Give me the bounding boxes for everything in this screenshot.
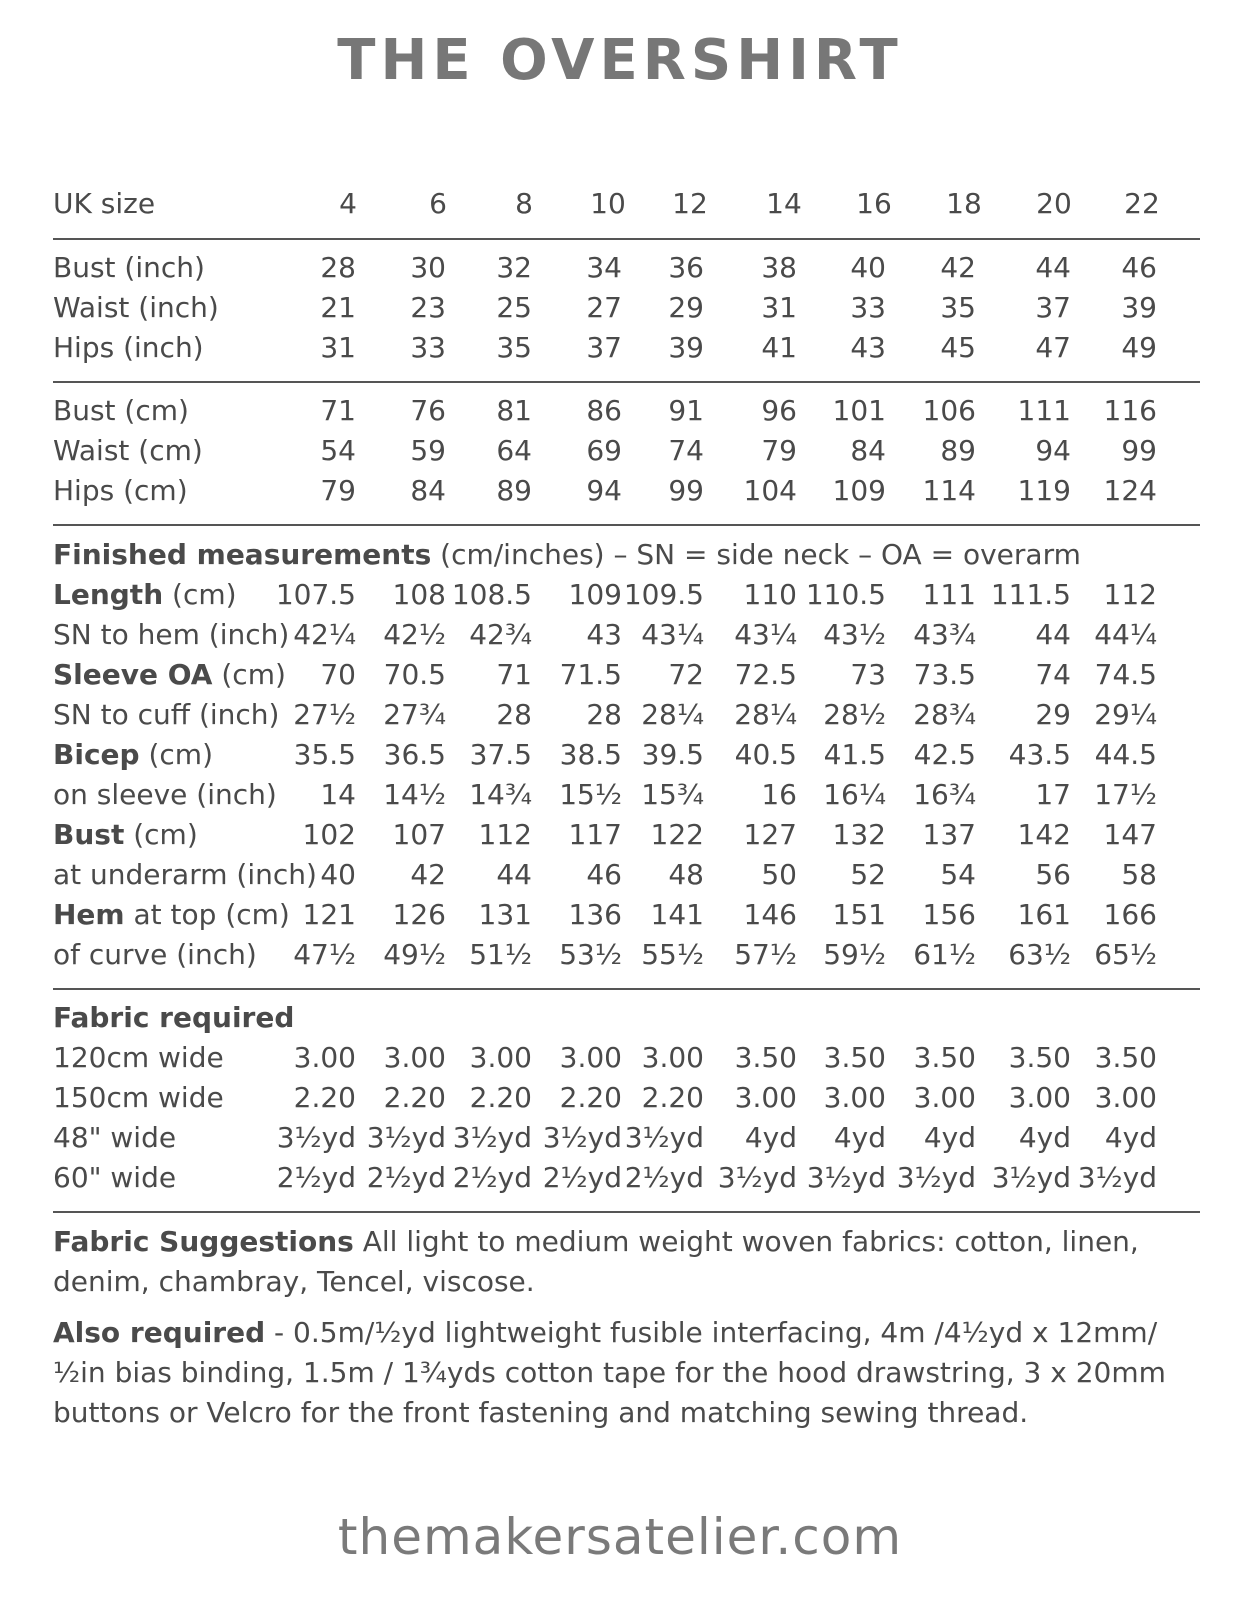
table-cell: 29¼ xyxy=(1094,698,1157,731)
table-cell: 109.5 xyxy=(623,578,704,611)
also-required-text xyxy=(53,1313,1203,1433)
size-header-row xyxy=(0,184,1240,224)
table-cell: 71 xyxy=(496,658,532,691)
table-row xyxy=(0,735,1240,775)
table-cell: 137 xyxy=(922,818,976,851)
table-cell: 2.20 xyxy=(641,1081,704,1114)
table-cell: 39 xyxy=(1121,291,1157,324)
table-row xyxy=(0,575,1240,615)
table-cell: 3.00 xyxy=(293,1041,356,1074)
table-cell: 3½yd xyxy=(276,1121,356,1154)
size-header-cell: 16 xyxy=(856,187,892,220)
table-cell: 38 xyxy=(761,251,797,284)
table-cell: 3½yd xyxy=(1077,1161,1157,1194)
table-cell: 42¼ xyxy=(293,618,356,651)
table-cell: 141 xyxy=(650,898,704,931)
table-cell: 3.00 xyxy=(1008,1081,1071,1114)
table-cell: 28¾ xyxy=(913,698,976,731)
table-cell: 37 xyxy=(1035,291,1071,324)
row-label-rest: at underarm (inch) xyxy=(53,858,317,891)
table-row xyxy=(0,615,1240,655)
row-label-rest: SN to cuff (inch) xyxy=(53,698,280,731)
table-cell: 116 xyxy=(1103,394,1157,427)
table-cell: 124 xyxy=(1103,474,1157,507)
table-cell: 64 xyxy=(496,434,532,467)
table-cell: 3.00 xyxy=(641,1041,704,1074)
row-label: 48" wide xyxy=(53,1121,177,1154)
table-cell: 3.50 xyxy=(913,1041,976,1074)
table-cell: 3.50 xyxy=(1094,1041,1157,1074)
table-cell: 107 xyxy=(392,818,446,851)
page-title: THE OVERSHIRT xyxy=(337,28,903,93)
size-header-cell: 10 xyxy=(590,187,626,220)
table-cell: 3.00 xyxy=(734,1081,797,1114)
table-cell: 111.5 xyxy=(990,578,1071,611)
table-cell: 59 xyxy=(410,434,446,467)
divider xyxy=(53,1211,1200,1213)
table-cell: 43 xyxy=(850,331,886,364)
table-cell: 3½yd xyxy=(624,1121,704,1154)
table-cell: 99 xyxy=(1121,434,1157,467)
finished-measurements-heading xyxy=(53,535,1203,575)
table-cell: 16 xyxy=(761,778,797,811)
table-cell: 110 xyxy=(743,578,797,611)
fabric-suggestions-label: Fabric Suggestions xyxy=(53,1225,354,1258)
table-cell: 2½yd xyxy=(276,1161,356,1194)
row-label xyxy=(53,775,277,815)
table-cell: 119 xyxy=(1017,474,1071,507)
table-cell: 111 xyxy=(922,578,976,611)
table-cell: 2.20 xyxy=(559,1081,622,1114)
table-cell: 28¼ xyxy=(641,698,704,731)
row-label: Hips (inch) xyxy=(53,331,204,364)
table-cell: 29 xyxy=(668,291,704,324)
table-cell: 132 xyxy=(832,818,886,851)
divider xyxy=(53,988,1200,990)
table-cell: 54 xyxy=(940,858,976,891)
row-label-rest: at top (cm) xyxy=(124,898,290,931)
table-cell: 2½yd xyxy=(366,1161,446,1194)
table-cell: 4yd xyxy=(1018,1121,1071,1154)
table-cell: 156 xyxy=(922,898,976,931)
table-cell: 40.5 xyxy=(734,738,797,771)
table-cell: 73 xyxy=(850,658,886,691)
table-cell: 39 xyxy=(668,331,704,364)
table-cell: 108.5 xyxy=(451,578,532,611)
table-cell: 43.5 xyxy=(1008,738,1071,771)
footer-website: themakersatelier.com xyxy=(337,1508,903,1566)
table-cell: 43¾ xyxy=(913,618,976,651)
row-label-bold: Hem xyxy=(53,898,125,931)
row-label-rest: on sleeve (inch) xyxy=(53,778,277,811)
row-label: Hips (cm) xyxy=(53,474,188,507)
table-cell: 51½ xyxy=(469,938,532,971)
table-cell: 3½yd xyxy=(542,1121,622,1154)
size-header-cell: 20 xyxy=(1036,187,1072,220)
table-row xyxy=(0,1118,1240,1158)
row-label-rest: of curve (inch) xyxy=(53,938,257,971)
table-cell: 3.00 xyxy=(1094,1081,1157,1114)
table-cell: 109 xyxy=(832,474,886,507)
table-cell: 4yd xyxy=(1104,1121,1157,1154)
table-cell: 63½ xyxy=(1008,938,1071,971)
size-header-cell: 8 xyxy=(515,187,533,220)
table-cell: 108 xyxy=(392,578,446,611)
table-cell: 34 xyxy=(586,251,622,284)
table-cell: 59½ xyxy=(823,938,886,971)
table-cell: 37 xyxy=(586,331,622,364)
table-cell: 40 xyxy=(850,251,886,284)
table-cell: 2.20 xyxy=(293,1081,356,1114)
table-cell: 36 xyxy=(668,251,704,284)
table-cell: 41.5 xyxy=(823,738,886,771)
table-cell: 3½yd xyxy=(991,1161,1071,1194)
table-row xyxy=(0,328,1240,368)
table-cell: 106 xyxy=(922,394,976,427)
table-cell: 4yd xyxy=(833,1121,886,1154)
table-cell: 136 xyxy=(568,898,622,931)
table-cell: 110.5 xyxy=(805,578,886,611)
row-label xyxy=(53,575,237,615)
table-cell: 81 xyxy=(496,394,532,427)
table-row xyxy=(0,655,1240,695)
row-label: Waist (cm) xyxy=(53,434,203,467)
table-cell: 69 xyxy=(586,434,622,467)
table-cell: 74 xyxy=(1035,658,1071,691)
table-cell: 28 xyxy=(586,698,622,731)
table-cell: 4yd xyxy=(744,1121,797,1154)
table-cell: 42 xyxy=(940,251,976,284)
table-cell: 35 xyxy=(940,291,976,324)
divider xyxy=(53,524,1200,526)
table-cell: 3.00 xyxy=(823,1081,886,1114)
table-cell: 112 xyxy=(478,818,532,851)
row-label: 120cm wide xyxy=(53,1041,224,1074)
row-label-rest: (cm) xyxy=(139,738,213,771)
table-cell: 33 xyxy=(410,331,446,364)
table-cell: 109 xyxy=(568,578,622,611)
table-cell: 3.00 xyxy=(559,1041,622,1074)
table-cell: 94 xyxy=(1035,434,1071,467)
table-cell: 28 xyxy=(496,698,532,731)
table-row xyxy=(0,1038,1240,1078)
table-cell: 54 xyxy=(320,434,356,467)
table-cell: 28 xyxy=(320,251,356,284)
table-cell: 27 xyxy=(586,291,622,324)
table-cell: 84 xyxy=(410,474,446,507)
row-label: 150cm wide xyxy=(53,1081,224,1114)
table-cell: 65½ xyxy=(1094,938,1157,971)
table-cell: 3½yd xyxy=(452,1121,532,1154)
table-cell: 35 xyxy=(496,331,532,364)
fabric-suggestions-text xyxy=(53,1222,1203,1302)
divider xyxy=(53,381,1200,383)
table-row xyxy=(0,288,1240,328)
table-cell: 166 xyxy=(1103,898,1157,931)
table-row xyxy=(0,1078,1240,1118)
table-cell: 16¼ xyxy=(823,778,886,811)
table-cell: 3.00 xyxy=(469,1041,532,1074)
table-cell: 44¼ xyxy=(1094,618,1157,651)
table-cell: 94 xyxy=(586,474,622,507)
table-cell: 72 xyxy=(668,658,704,691)
table-cell: 3.50 xyxy=(823,1041,886,1074)
size-header-cell: 6 xyxy=(429,187,447,220)
table-cell: 96 xyxy=(761,394,797,427)
size-header-label: UK size xyxy=(53,187,156,220)
table-cell: 3.00 xyxy=(913,1081,976,1114)
table-cell: 44 xyxy=(1035,618,1071,651)
table-cell: 15½ xyxy=(559,778,622,811)
table-cell: 21 xyxy=(320,291,356,324)
table-cell: 61½ xyxy=(913,938,976,971)
row-label-bold: Bust xyxy=(53,818,125,851)
table-cell: 147 xyxy=(1103,818,1157,851)
row-label xyxy=(53,815,198,855)
table-cell: 70 xyxy=(320,658,356,691)
table-cell: 43¼ xyxy=(641,618,704,651)
table-cell: 27¾ xyxy=(383,698,446,731)
table-cell: 44.5 xyxy=(1094,738,1157,771)
table-cell: 33 xyxy=(850,291,886,324)
row-label-bold: Sleeve OA xyxy=(53,658,213,691)
table-row xyxy=(0,855,1240,895)
row-label-bold: Bicep xyxy=(53,738,140,771)
table-cell: 71.5 xyxy=(559,658,622,691)
table-row xyxy=(0,815,1240,855)
table-cell: 2½yd xyxy=(542,1161,622,1194)
table-cell: 131 xyxy=(478,898,532,931)
table-cell: 121 xyxy=(302,898,356,931)
table-row xyxy=(0,695,1240,735)
table-cell: 43 xyxy=(586,618,622,651)
table-cell: 126 xyxy=(392,898,446,931)
divider xyxy=(53,238,1200,240)
row-label-rest: (cm) xyxy=(212,658,286,691)
size-header-cell: 12 xyxy=(672,187,708,220)
table-cell: 127 xyxy=(743,818,797,851)
table-cell: 50 xyxy=(761,858,797,891)
table-cell: 107.5 xyxy=(275,578,356,611)
table-cell: 43¼ xyxy=(734,618,797,651)
table-cell: 28½ xyxy=(823,698,886,731)
finished-heading-rest: (cm/inches) – SN = side neck – OA = overarm xyxy=(431,538,1081,571)
table-cell: 3½yd xyxy=(896,1161,976,1194)
row-label: Waist (inch) xyxy=(53,291,219,324)
table-cell: 27½ xyxy=(293,698,356,731)
table-cell: 23 xyxy=(410,291,446,324)
table-cell: 47 xyxy=(1035,331,1071,364)
row-label-rest: (cm) xyxy=(124,818,198,851)
row-label: 60" wide xyxy=(53,1161,177,1194)
table-cell: 111 xyxy=(1017,394,1071,427)
table-cell: 86 xyxy=(586,394,622,427)
table-cell: 48 xyxy=(668,858,704,891)
table-cell: 31 xyxy=(761,291,797,324)
table-cell: 56 xyxy=(1035,858,1071,891)
table-cell: 70.5 xyxy=(383,658,446,691)
table-cell: 17 xyxy=(1035,778,1071,811)
table-cell: 32 xyxy=(496,251,532,284)
size-header-cell: 18 xyxy=(946,187,982,220)
table-cell: 142 xyxy=(1017,818,1071,851)
table-cell: 35.5 xyxy=(293,738,356,771)
table-cell: 79 xyxy=(320,474,356,507)
table-cell: 4yd xyxy=(923,1121,976,1154)
table-cell: 117 xyxy=(568,818,622,851)
table-cell: 76 xyxy=(410,394,446,427)
table-cell: 42.5 xyxy=(913,738,976,771)
table-cell: 49 xyxy=(1121,331,1157,364)
size-header-cell: 14 xyxy=(766,187,802,220)
table-cell: 114 xyxy=(922,474,976,507)
table-cell: 38.5 xyxy=(559,738,622,771)
table-cell: 42½ xyxy=(383,618,446,651)
table-cell: 55½ xyxy=(641,938,704,971)
table-cell: 3.00 xyxy=(383,1041,446,1074)
table-cell: 99 xyxy=(668,474,704,507)
table-cell: 2½yd xyxy=(452,1161,532,1194)
table-cell: 57½ xyxy=(734,938,797,971)
table-row xyxy=(0,391,1240,431)
table-cell: 146 xyxy=(743,898,797,931)
table-row xyxy=(0,775,1240,815)
fabric-suggestions-body: All light to medium weight woven fabrics: cotton, linen, denim, chambray, Tencel, viscose. xyxy=(53,1225,1139,1298)
table-cell: 36.5 xyxy=(383,738,446,771)
table-cell: 44 xyxy=(496,858,532,891)
table-cell: 52 xyxy=(850,858,886,891)
table-row xyxy=(0,1158,1240,1198)
table-cell: 17½ xyxy=(1094,778,1157,811)
table-cell: 42 xyxy=(410,858,446,891)
table-cell: 53½ xyxy=(559,938,622,971)
table-cell: 28¼ xyxy=(734,698,797,731)
table-cell: 39.5 xyxy=(641,738,704,771)
table-cell: 14 xyxy=(320,778,356,811)
table-cell: 74.5 xyxy=(1094,658,1157,691)
row-label-rest: SN to hem (inch) xyxy=(53,618,290,651)
table-cell: 44 xyxy=(1035,251,1071,284)
table-row xyxy=(0,935,1240,975)
table-cell: 101 xyxy=(832,394,886,427)
row-label xyxy=(53,735,213,775)
row-label: Bust (inch) xyxy=(53,251,205,284)
row-label: Bust (cm) xyxy=(53,394,189,427)
table-cell: 47½ xyxy=(293,938,356,971)
table-cell: 37.5 xyxy=(469,738,532,771)
also-required-body: - 0.5m/½yd lightweight fusible interfacing, 4m /4½yd x 12mm/½in bias binding, 1.5m / 1¾yds cotton tape for the hood drawstring, 3 x 20mm buttons or Velcro for the front fastening and matching sewing thread. xyxy=(53,1316,1166,1429)
table-cell: 102 xyxy=(302,818,356,851)
table-cell: 3½yd xyxy=(717,1161,797,1194)
fabric-required-heading: Fabric required xyxy=(53,1001,295,1034)
table-cell: 2.20 xyxy=(469,1081,532,1114)
table-cell: 16¾ xyxy=(913,778,976,811)
table-row xyxy=(0,248,1240,288)
table-cell: 42¾ xyxy=(469,618,532,651)
table-row xyxy=(0,895,1240,935)
table-cell: 74 xyxy=(668,434,704,467)
table-cell: 3½yd xyxy=(366,1121,446,1154)
table-cell: 25 xyxy=(496,291,532,324)
table-cell: 31 xyxy=(320,331,356,364)
table-cell: 73.5 xyxy=(913,658,976,691)
table-cell: 122 xyxy=(650,818,704,851)
table-cell: 58 xyxy=(1121,858,1157,891)
table-cell: 112 xyxy=(1103,578,1157,611)
table-cell: 3½yd xyxy=(806,1161,886,1194)
size-header-cell: 22 xyxy=(1124,187,1160,220)
table-cell: 30 xyxy=(410,251,446,284)
table-cell: 3.50 xyxy=(734,1041,797,1074)
table-cell: 2½yd xyxy=(624,1161,704,1194)
finished-heading-bold: Finished measurements xyxy=(53,538,432,571)
table-cell: 14¾ xyxy=(469,778,532,811)
table-cell: 41 xyxy=(761,331,797,364)
table-cell: 2.20 xyxy=(383,1081,446,1114)
table-cell: 29 xyxy=(1035,698,1071,731)
table-cell: 49½ xyxy=(383,938,446,971)
also-required-label: Also required xyxy=(53,1316,266,1349)
table-cell: 3.50 xyxy=(1008,1041,1071,1074)
table-cell: 14½ xyxy=(383,778,446,811)
table-cell: 43½ xyxy=(823,618,886,651)
table-cell: 15¾ xyxy=(641,778,704,811)
table-cell: 72.5 xyxy=(734,658,797,691)
table-cell: 89 xyxy=(496,474,532,507)
table-cell: 84 xyxy=(850,434,886,467)
row-label-rest: (cm) xyxy=(163,578,237,611)
table-cell: 71 xyxy=(320,394,356,427)
table-cell: 79 xyxy=(761,434,797,467)
size-header-cell: 4 xyxy=(339,187,357,220)
table-cell: 40 xyxy=(320,858,356,891)
table-cell: 161 xyxy=(1017,898,1071,931)
table-cell: 91 xyxy=(668,394,704,427)
row-label xyxy=(53,935,257,975)
table-cell: 89 xyxy=(940,434,976,467)
table-row xyxy=(0,471,1240,511)
table-cell: 104 xyxy=(743,474,797,507)
table-cell: 46 xyxy=(1121,251,1157,284)
table-cell: 151 xyxy=(832,898,886,931)
table-cell: 45 xyxy=(940,331,976,364)
table-row xyxy=(0,431,1240,471)
row-label-bold: Length xyxy=(53,578,164,611)
table-cell: 46 xyxy=(586,858,622,891)
